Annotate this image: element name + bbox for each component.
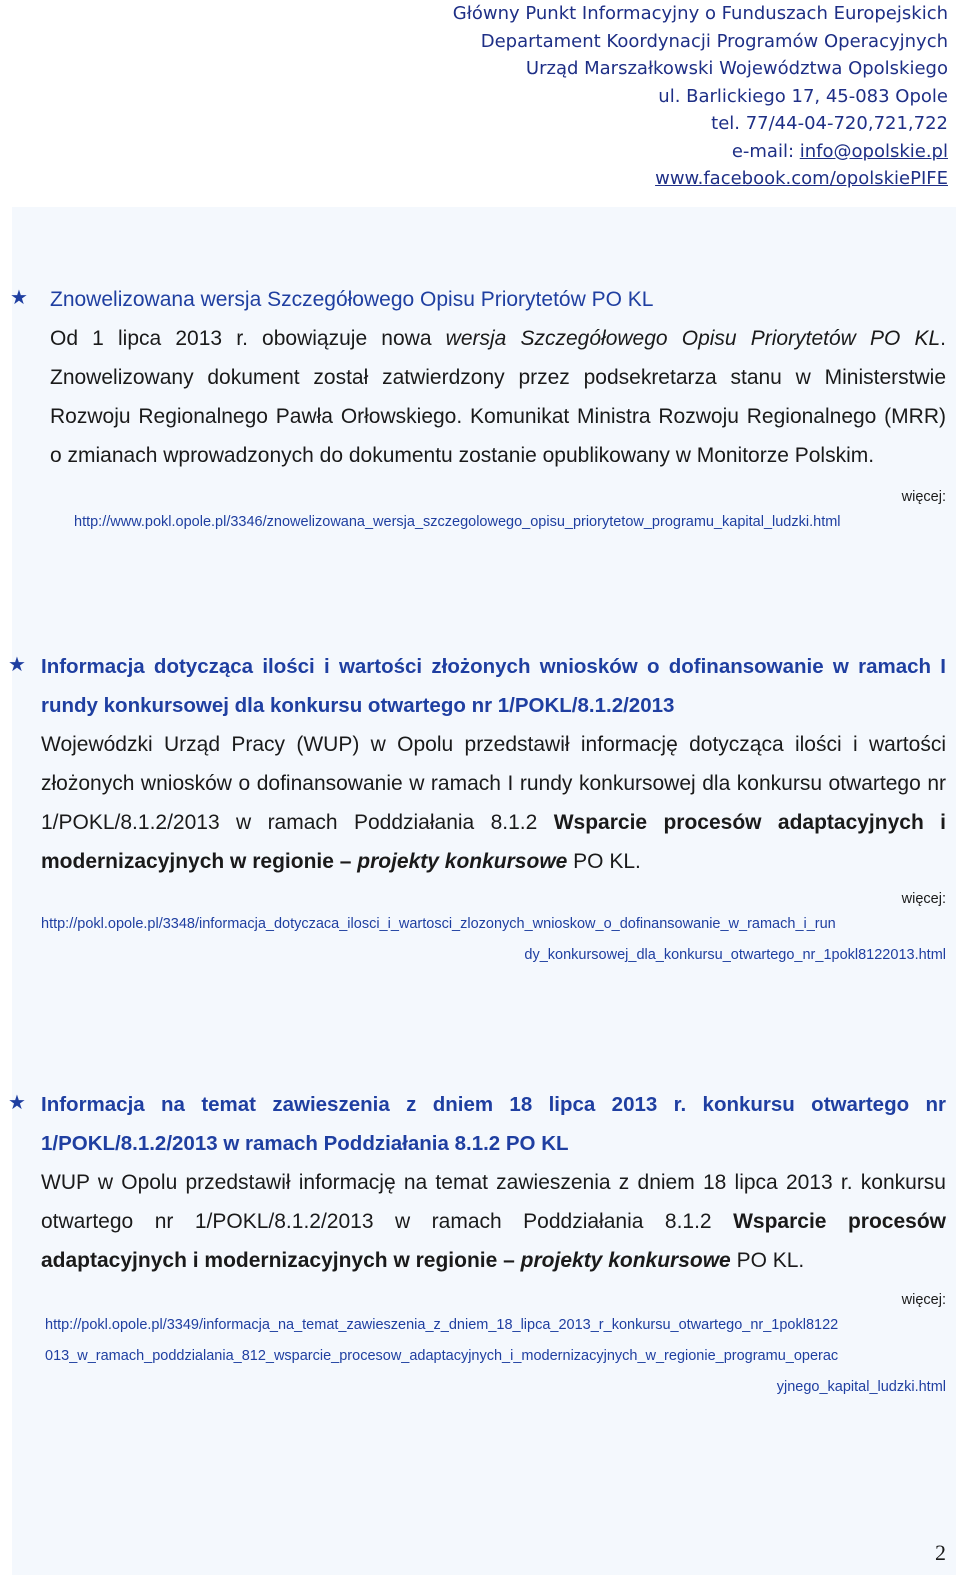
body-text: Od 1 lipca 2013 r. obowiązuje nowa — [50, 327, 446, 350]
news-item-title: Informacja dotycząca ilości i wartości złożonych wniosków o dofinansowanie w ramach I rundy konkursowej dla konkursu otwartego nr 1/POKL/8.1.2/2013 — [41, 655, 946, 717]
more-link-line-3[interactable]: yjnego_kapital_ludzki.html — [776, 1379, 946, 1395]
more-label: więcej: — [901, 489, 946, 505]
header-org-line: Główny Punkt Informacyjny o Funduszach Europejskich — [452, 3, 948, 24]
header-facebook-line — [248, 165, 948, 193]
body-italic-text: wersja Szczegółowego Opisu Priorytetów PO KL — [445, 327, 941, 350]
more-link-line-2[interactable]: dy_konkursowej_dla_konkursu_otwartego_nr_1pokl8122013.html — [524, 947, 946, 963]
body-text: PO KL. — [567, 850, 641, 873]
more-link-line-1[interactable]: http://pokl.opole.pl/3349/informacja_na_temat_zawieszenia_z_dniem_18_lipca_2013_r_konkursu_otwartego_nr_1pokl8122 — [45, 1317, 839, 1333]
header-address-line: ul. Barlickiego 17, 45-083 Opole — [658, 85, 948, 107]
header-department-line: Departament Koordynacji Programów Operacyjnych — [480, 30, 948, 52]
news-item-1 — [0, 280, 960, 538]
more-link-line-2[interactable]: 013_w_ramach_poddzialania_812_wsparcie_procesow_adaptacyjnych_i_modernizacyjnych_w_regionie_programu_operac — [45, 1348, 839, 1364]
news-item-title: Informacja na temat zawieszenia z dniem 18 lipca 2013 r. konkursu otwartego nr 1/POKL/8.1.2/2013 w ramach Poddziałania 8.1.2 PO KL — [41, 1093, 946, 1155]
header-email-line — [248, 138, 948, 166]
news-item-body — [41, 725, 946, 881]
body-bold-text: Wsparcie procesów adaptacyjnych i modernizacyjnych w regionie – — [41, 811, 946, 873]
news-item-3 — [0, 1085, 960, 1403]
email-link[interactable]: info@opolskie.pl — [799, 140, 948, 162]
more-label: więcej: — [901, 1292, 946, 1308]
body-bold-text: Wsparcie procesów adaptacyjnych i modernizacyjnych w regionie – — [41, 1210, 946, 1272]
page-number: 2 — [935, 1540, 946, 1565]
more-link-line-1[interactable]: http://pokl.opole.pl/3348/informacja_dotyczaca_ilosci_i_wartosci_zlozonych_wnioskow_o_dofinansowanie_w_ramach_i_run — [41, 916, 836, 932]
star-bullet-icon: ★ — [10, 287, 28, 309]
news-item-body — [50, 319, 946, 475]
header-contact-block — [248, 0, 948, 193]
news-item-title: Znowelizowana wersja Szczegółowego Opisu Priorytetów PO KL — [50, 288, 654, 311]
body-text: . Znowelizowany dokument został zatwierdzony przez podsekretarza stanu w Ministerstwie Rozwoju Regionalnego Pawła Orłowskiego. Komunikat Ministra Rozwoju Regionalnego (MRR) o zmianach wprowadzonych do dokumentu zostanie opublikowany w Monitorze Polskim. — [50, 327, 946, 467]
star-bullet-icon: ★ — [8, 1092, 26, 1114]
news-item-2 — [0, 647, 960, 971]
body-text: WUP w Opolu przedstawił informację na temat zawieszenia z dniem 18 lipca 2013 r. konkursu otwartego nr 1/POKL/8.1.2/2013 w ramach Poddziałania 8.1.2 — [41, 1171, 946, 1233]
body-text: PO KL. — [730, 1249, 805, 1272]
header-office-line: Urząd Marszałkowski Województwa Opolskiego — [525, 58, 948, 79]
body-text: Wojewódzki Urząd Pracy (WUP) w Opolu przedstawił informację dotycząca ilości i wartości złożonych wniosków o dofinansowanie w ramach I rundy konkursowej dla konkursu otwartego nr 1/POKL/8.1.2/2013 w ramach Poddziałania 8.1.2 — [41, 733, 946, 834]
more-label: więcej: — [901, 891, 946, 907]
more-link[interactable]: http://www.pokl.opole.pl/3346/znowelizowana_wersja_szczegolowego_opisu_priorytetow_programu_kapital_ludzki.html — [74, 514, 841, 530]
news-item-body — [41, 1163, 946, 1280]
header-phone-line: tel. 77/44-04-720,721,722 — [711, 113, 948, 134]
body-bold-italic-text: projekty konkursowe — [357, 850, 568, 873]
body-bold-italic-text: projekty konkursowe — [520, 1249, 731, 1272]
star-bullet-icon: ★ — [8, 654, 26, 676]
facebook-link[interactable]: www.facebook.com/opolskiePIFE — [655, 168, 948, 189]
email-prefix: e-mail: — [731, 140, 800, 162]
